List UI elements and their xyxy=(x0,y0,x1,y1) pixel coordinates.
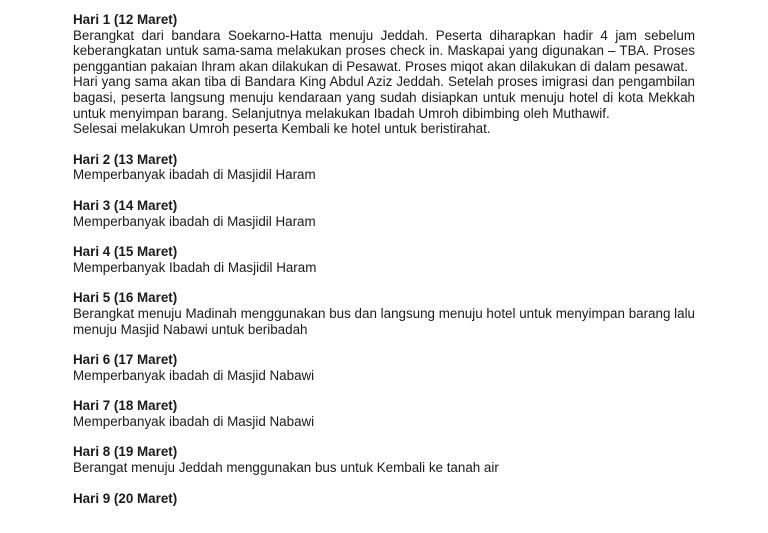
day-7-title: Hari 7 (18 Maret) xyxy=(73,398,178,414)
day-3-section xyxy=(73,198,695,229)
day-4-section xyxy=(73,244,695,275)
day-4-title: Hari 4 (15 Maret) xyxy=(73,244,178,260)
day-2-paragraph: Memperbanyak ibadah di Masjidil Haram xyxy=(73,167,316,183)
day-9-section xyxy=(73,491,695,507)
day-9-title: Hari 9 (20 Maret) xyxy=(73,490,178,506)
day-1-paragraph-arrival: Hari yang sama akan tiba di Bandara King Abdul Aziz Jeddah. Setelah proses imigrasi dan pengambilan bagasi, peserta langsung menuju kendaraan yang sudah disiapkan untuk menuju hotel di kota Mekkah untuk menyimpan barang. Selanjutnya melakukan Ibadah Umroh dibimbing oleh Muthawif. xyxy=(73,74,695,121)
day-2-title: Hari 2 (13 Maret) xyxy=(73,151,178,167)
day-5-title: Hari 5 (16 Maret) xyxy=(73,290,178,306)
day-3-paragraph: Memperbanyak ibadah di Masjidil Haram xyxy=(73,213,316,229)
day-6-paragraph: Memperbanyak ibadah di Masjid Nabawi xyxy=(73,367,315,383)
day-1-section xyxy=(73,12,695,137)
day-8-paragraph: Berangat menuju Jeddah menggunakan bus untuk Kembali ke tanah air xyxy=(73,460,499,476)
day-1-paragraph-departure: Berangkat dari bandara Soekarno-Hatta menuju Jeddah. Peserta diharapkan hadir 4 jam sebelum keberangkatan untuk sama-sama melakukan proses check in. Maskapai yang digunakan – TBA. Proses penggantian pakaian Ihram akan dilakukan di Pesawat. Proses miqot akan dilakukan di dalam pesawat. xyxy=(73,27,695,74)
day-7-section xyxy=(73,398,695,429)
day-1-title: Hari 1 (12 Maret) xyxy=(73,12,178,27)
day-5-paragraph: Berangkat menuju Madinah menggunakan bus dan langsung menuju hotel untuk menyimpan barang lalu menuju Masjid Nabawi untuk beribadah xyxy=(73,305,695,337)
day-4-paragraph: Memperbanyak Ibadah di Masjidil Haram xyxy=(73,259,317,275)
day-6-section xyxy=(73,352,695,383)
day-3-title: Hari 3 (14 Maret) xyxy=(73,197,178,213)
day-5-section xyxy=(73,290,695,337)
day-8-title: Hari 8 (19 Maret) xyxy=(73,444,178,460)
day-8-section xyxy=(73,444,695,475)
itinerary-document xyxy=(73,12,695,521)
day-7-paragraph: Memperbanyak ibadah di Masjid Nabawi xyxy=(73,413,315,429)
day-1-paragraph-rest: Selesai melakukan Umroh peserta Kembali ke hotel untuk beristirahat. xyxy=(73,121,491,137)
day-6-title: Hari 6 (17 Maret) xyxy=(73,352,178,368)
day-2-section xyxy=(73,152,695,183)
